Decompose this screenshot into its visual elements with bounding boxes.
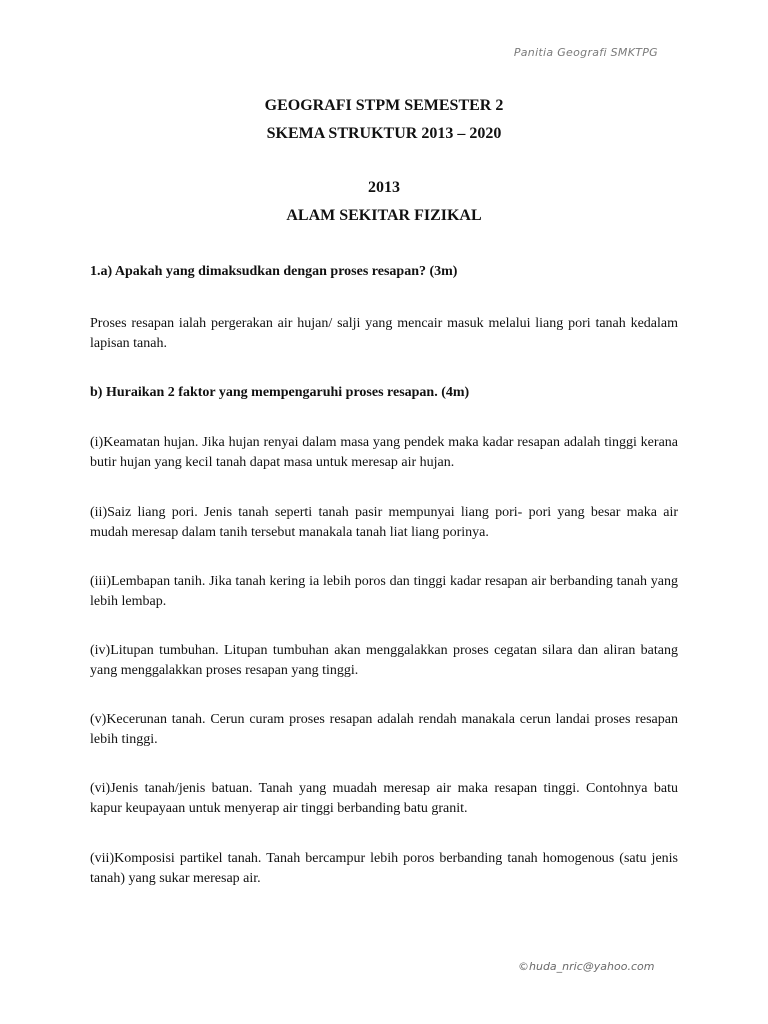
section-heading bbox=[0, 174, 768, 230]
header-note: Panitia Geografi SMKTPG bbox=[513, 46, 658, 59]
section-year: 2013 bbox=[368, 179, 400, 196]
answer-1a: Proses resapan ialah pergerakan air hujan/ salji yang mencair masuk melalui liang pori tanah kedalam lapisan tanah. bbox=[90, 316, 678, 351]
answer-1b-vi: (vi)Jenis tanah/jenis batuan. Tanah yang muadah meresap air maka resapan tinggi. Contohnya batu kapur keupayaan untuk menyerap air tinggi berbanding batu granit. bbox=[90, 781, 678, 816]
title-line-2: SKEMA STRUKTUR 2013 – 2020 bbox=[266, 125, 502, 142]
section-name: ALAM SEKITAR FIZIKAL bbox=[286, 207, 482, 224]
answer-1b-i: (i)Keamatan hujan. Jika hujan renyai dalam masa yang pendek maka kadar resapan adalah tinggi kerana butir hujan yang kecil tanah dapat masa untuk meresap air hujan. bbox=[90, 435, 678, 470]
footer-note: ©huda_nric@yahoo.com bbox=[518, 960, 655, 973]
answer-1b-iv: (iv)Litupan tumbuhan. Litupan tumbuhan akan menggalakkan proses cegatan silara dan aliran batang yang menggalakkan proses resapan yang tinggi. bbox=[90, 643, 678, 678]
question-1a: 1.a) Apakah yang dimaksudkan dengan proses resapan? (3m) bbox=[90, 264, 458, 279]
answer-1b-ii: (ii)Saiz liang pori. Jenis tanah seperti tanah pasir mempunyai liang pori- pori yang besar maka air mudah meresap dalam tanih tersebut manakala tanah liat liang porinya. bbox=[90, 505, 678, 540]
answer-1b-vii: (vii)Komposisi partikel tanah. Tanah bercampur lebih poros berbanding tanah homogenous (satu jenis tanah) yang sukar meresap air. bbox=[90, 851, 678, 886]
question-1b: b) Huraikan 2 faktor yang mempengaruhi proses resapan. (4m) bbox=[90, 385, 470, 400]
document-title bbox=[0, 92, 768, 148]
answer-1b-v: (v)Kecerunan tanah. Cerun curam proses resapan adalah rendah manakala cerun landai proses resapan lebih tinggi. bbox=[90, 712, 678, 747]
title-line-1: GEOGRAFI STPM SEMESTER 2 bbox=[264, 97, 504, 114]
answer-1b-iii: (iii)Lembapan tanih. Jika tanah kering ia lebih poros dan tinggi kadar resapan air berbanding tanah yang lebih lembap. bbox=[90, 574, 678, 609]
